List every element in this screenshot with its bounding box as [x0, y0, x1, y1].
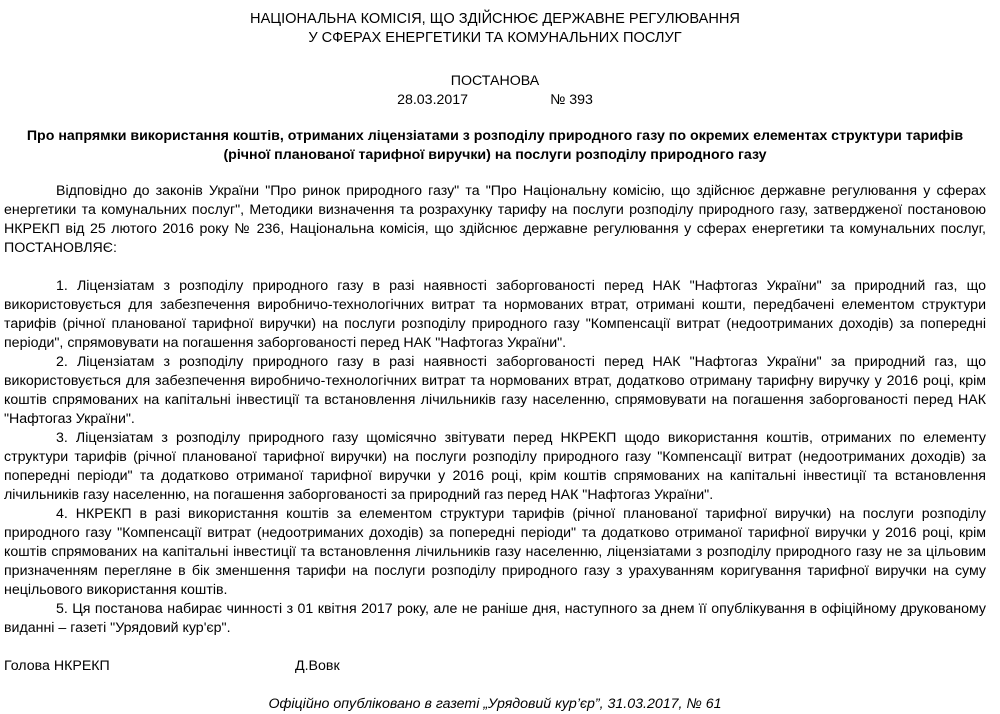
- item-paragraph-4: 4. НКРЕКП в разі використання коштів за елементом структури тарифів (річної планованої тарифної виручки) на послуги розподілу природного газу "Компенсації витрат (недоотриманих доходів) за попередні періоди" та додатково отриманої тарифної виручки у 2016 році, крім коштів спрямованих на капітальні інвестиції та встановлення лічильників газу населенню, ліцензіатами з розподілу природного газу не за цільовим призначенням перегляне в бік зменшення тарифи на послуги розподілу природного газу з урахуванням коригування тарифної виручки на суму нецільового використання коштів.: [4, 506, 986, 598]
- document-title-line-1: Про напрямки використання коштів, отриманих ліцензіатами з розподілу природного газу по окремих елементах структури тарифів: [26, 128, 964, 144]
- signature-name: Д.Вовк: [295, 658, 340, 674]
- document-page: [4, 10, 986, 714]
- document-number: № 393: [550, 92, 593, 108]
- item-paragraph-1: 1. Ліцензіатам з розподілу природного газу в разі наявності заборгованості перед НАК "Нафтогаз України" за природний газ, що використовується для забезпечення виробничо-технологічних витрат та нормованих втрат, отримані кошти, передбачені елементом структури тарифів (річної планованої тарифної виручки) на послуги розподілу природного газу "Компенсації витрат (недоотриманих доходів) за попередні періоди", спрямовувати на погашення заборгованості перед НАК "Нафтогаз України".: [4, 278, 986, 351]
- preamble-paragraph: Відповідно до законів України "Про ринок природного газу" та "Про Національну комісію, що здійснює державне регулювання у сферах енергетики та комунальних послуг", Методики визначення та розрахунку тарифу на послуги розподілу природного газу, затвердженої постановою НКРЕКП від 25 лютого 2016 року № 236, Національна комісія, що здійснює державне регулювання у сферах енергетики та комунальних послуг, ПОСТАНОВЛЯЄ:: [4, 183, 986, 256]
- document-date: 28.03.2017: [397, 92, 469, 108]
- header-line-1: НАЦІОНАЛЬНА КОМІСІЯ, ЩО ЗДІЙСНЮЄ ДЕРЖАВНЕ РЕГУЛЮВАННЯ: [250, 11, 740, 27]
- publication-note: Офіційно опубліковано в газеті „Урядовий кур’єр”, 31.03.2017, № 61: [268, 696, 722, 712]
- header-line-2: У СФЕРАХ ЕНЕРГЕТИКИ ТА КОМУНАЛЬНИХ ПОСЛУГ: [308, 30, 682, 46]
- document-date-number: [4, 91, 986, 110]
- document-type: ПОСТАНОВА: [450, 73, 540, 89]
- signature-block: [4, 657, 986, 676]
- item-paragraph-3: 3. Ліцензіатам з розподілу природного газу щомісячно звітувати перед НКРЕКП щодо використання коштів, отриманих по елементу структури тарифів (річної планованої тарифної виручки) на послуги розподілу природного газу "Компенсації витрат (недоотриманих доходів) за попередні періоди" та додатково отриманої тарифної виручки у 2016 році, крім коштів спрямованих на капітальні інвестиції та встановлення лічильників газу населенню, на погашення заборгованості за природний газ перед НАК "Нафтогаз України".: [4, 430, 986, 503]
- document-title-line-2: (річної планованої тарифної виручки) на послуги розподілу природного газу: [223, 147, 767, 163]
- item-paragraph-5: 5. Ця постанова набирає чинності з 01 квітня 2017 року, але не раніше дня, наступного за днем її опублікування в офіційному друкованому виданні – газеті "Урядовий кур'єр".: [4, 601, 986, 636]
- item-paragraph-2: 2. Ліцензіатам з розподілу природного газу в разі наявності заборгованості перед НАК "Нафтогаз України" за природний газ, що використовується для забезпечення виробничо-технологічних витрат та нормованих втрат, додатково отриману тарифну виручку у 2016 році, крім коштів спрямованих на капітальні інвестиції та встановлення лічильників газу населенню, спрямовувати на погашення заборгованості перед НАК "Нафтогаз України".: [4, 354, 986, 427]
- signature-role: Голова НКРЕКП: [4, 658, 110, 674]
